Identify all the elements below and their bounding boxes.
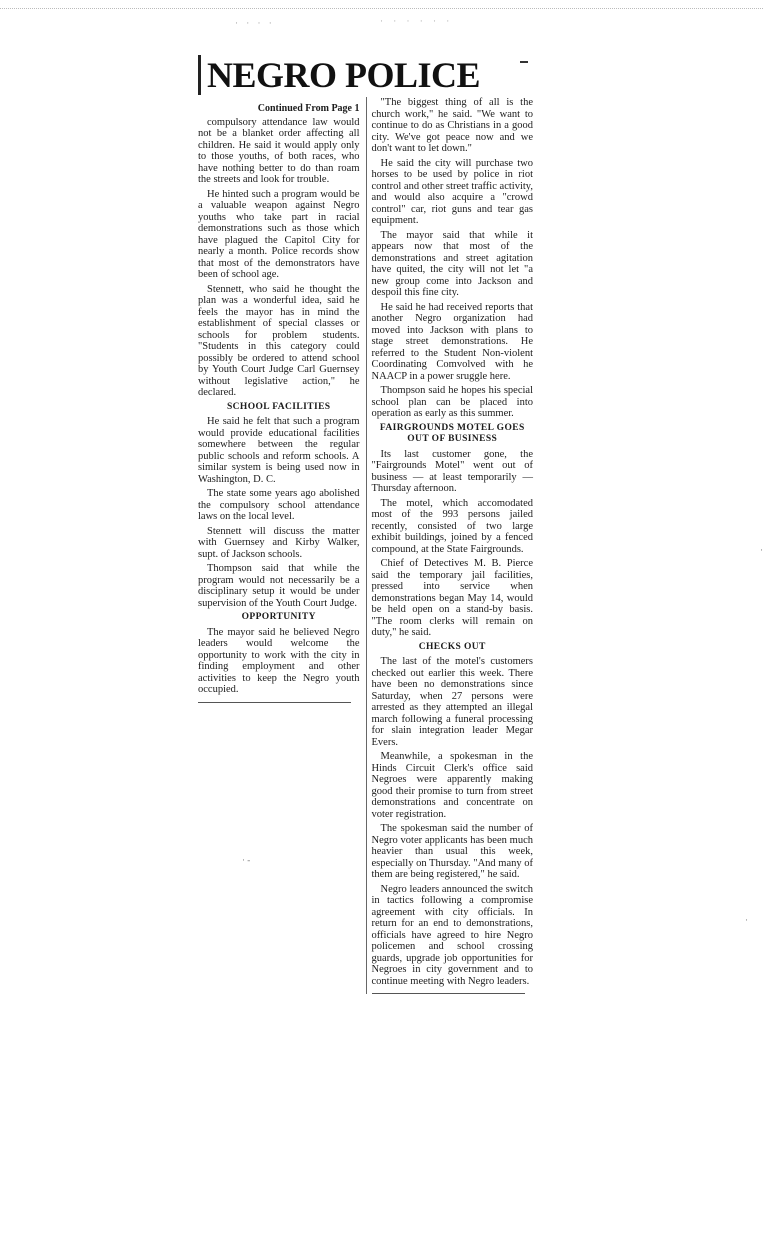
paragraph: Stennett will discuss the matter with Guernsey and Kirby Walker, supt. of Jackson schools.: [198, 525, 360, 560]
paragraph: Thompson said he hopes his special school plan can be placed into operation as early as this summer.: [371, 385, 533, 419]
paragraph: The last of the motel's customers checked out earlier this week. There have been no demonstrations since Saturday, when 27 persons were arrested as they attempted an illegal march following a funeral processing for slain integration leader Megar Evers.: [371, 656, 533, 748]
paragraph: compulsory attendance law would not be a blanket order affecting all children. He said it would apply only to those youths, of both races, who have nothing better to do than roam the streets and look for trouble.: [198, 116, 360, 185]
paragraph: He said he felt that such a program would provide educational facilities somewhere between the regular public schools and reform schools. A similar system is being used now in Washington, D. C.: [198, 416, 360, 485]
paragraph: The motel, which accomodated most of the 993 persons jailed recently, consisted of two large exhibit buildings, joined by a fenced compound, at the State Fairgrounds.: [371, 497, 533, 555]
scan-artifact: ·: [760, 545, 763, 555]
paragraph: Stennett, who said he thought the plan was a wonderful idea, said he feels the mayor has in mind the establishment of special classes or schools for problem students. "Students in this category could possibly be ordered to attend school by Youth Court Judge Carl Guernsey without legislative action," he declared.: [198, 283, 360, 398]
scan-artifact: · · · · · ·: [380, 16, 454, 26]
paragraph: "The biggest thing of all is the church work," he said. "We want to continue to do as Christians in a good city. We've got peace now and we don't want to let down.": [371, 97, 533, 154]
right-column: [366, 97, 534, 994]
scan-edge: [0, 0, 763, 9]
scan-artifact: ·: [745, 915, 748, 925]
paragraph: The mayor said that while it appears now that most of the demonstrations and street agitation have quited, the city will not let "a new group come into Jackson and despoil this fine city.: [371, 229, 533, 298]
headline-rule: [520, 61, 528, 63]
paragraph: Negro leaders announced the switch in tactics following a compromise agreement with city officials. In return for an end to demonstrations, officials have agreed to hire Negro policemen and school crossing guards, upgrade job opportunities for Negroes in city government and to continue meeting with Negro leaders.: [371, 883, 533, 987]
left-column-body: [198, 117, 360, 696]
paragraph: Chief of Detectives M. B. Pierce said the temporary jail facilities, pressed into service when demonstrations began May 14, would be held open on a stand-by basis. "The room clerks will remain on duty," he said.: [371, 558, 533, 638]
news-article: [198, 55, 533, 994]
continued-from-label: Continued From Page 1: [257, 103, 360, 114]
paragraph: Thompson said that while the program would not necessarily be a disciplinary setup it would be under supervision of the Youth Court Judge.: [198, 563, 360, 609]
right-column-body: [372, 97, 534, 987]
left-column: [198, 97, 366, 994]
scan-artifact: · -: [242, 855, 251, 865]
subheading: SCHOOL FACILITIES: [226, 401, 331, 412]
subheading: CHECKS OUT: [418, 641, 486, 652]
paragraph: The state some years ago abolished the compulsory school attendance laws on the local level.: [198, 488, 360, 522]
subheading: FAIRGROUNDS MOTEL GOES OUT OF BUSINESS: [379, 422, 525, 444]
paragraph: He said he had received reports that another Negro organization had moved into Jackson with plans to stage street demonstrations. He referred to the Student Non-violent Coordinating Comvolved with he NAACP in a power sruggle here.: [371, 301, 533, 382]
paragraph: The mayor said he believed Negro leaders would welcome the opportunity to work with the city in finding employment and other activities to keep the Negro youth occupied.: [198, 626, 360, 695]
end-rule: [198, 702, 351, 703]
paragraph: The spokesman said the number of Negro voter applicants has been much heavier than usual this week, especially on Thursday. "And many of them are being registered," he said.: [371, 823, 533, 880]
paragraph: Its last customer gone, the "Fairgrounds Motel" went out of business — at least temporarily — Thursday afternoon.: [371, 448, 533, 494]
paragraph: Meanwhile, a spokesman in the Hinds Circuit Clerk's office said Negroes were apparently making good their promise to turn from street demonstrations and concentrate on voter registration.: [371, 751, 533, 820]
scan-artifact: · · · ·: [235, 18, 275, 28]
paragraph: He said the city will purchase two horses to be used by police in riot control and other street traffic activity, and would also acquire a "crowd control" car, riot guns and tear gas equipment.: [371, 157, 533, 226]
subheading: OPPORTUNITY: [241, 612, 316, 622]
end-rule: [372, 993, 525, 994]
headline: NEGRO POLICE: [198, 55, 533, 95]
paragraph: He hinted such a program would be a valuable weapon against Negro youths who take part in racial demonstrations such as those which have plagued the Capitol City for nearly a month. Police records show that most of the demonstrators have been of school age.: [198, 188, 360, 280]
